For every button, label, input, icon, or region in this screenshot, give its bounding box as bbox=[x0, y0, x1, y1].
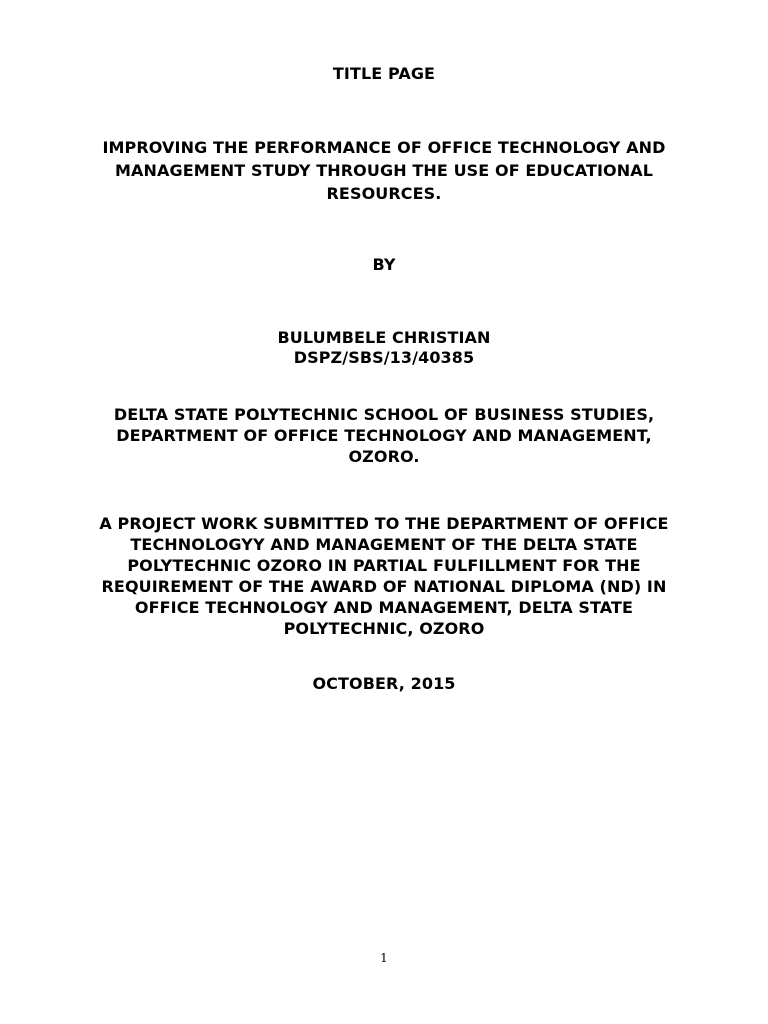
project-title-line: IMPROVING THE PERFORMANCE OF OFFICE TECHNOLOGY AND bbox=[102, 138, 666, 157]
registration-number: DSPZ/SBS/13/40385 bbox=[293, 348, 475, 367]
institution-line: DEPARTMENT OF OFFICE TECHNOLOGY AND MANAGEMENT, bbox=[116, 426, 652, 445]
submission-date-text: OCTOBER, 2015 bbox=[312, 674, 456, 693]
institution-block bbox=[60, 404, 708, 467]
submission-line: A PROJECT WORK SUBMITTED TO THE DEPARTMENT OF OFFICE bbox=[99, 514, 669, 533]
submission-statement bbox=[60, 513, 708, 639]
by-label bbox=[60, 255, 708, 275]
submission-date bbox=[60, 674, 708, 694]
submission-line: REQUIREMENT OF THE AWARD OF NATIONAL DIPLOMA (ND) IN bbox=[101, 577, 667, 596]
author-block bbox=[60, 328, 708, 368]
page-number: 1 bbox=[380, 951, 388, 965]
page-heading bbox=[60, 64, 708, 84]
submission-line: OFFICE TECHNOLOGY AND MANAGEMENT, DELTA STATE bbox=[134, 598, 634, 617]
submission-line: POLYTECHNIC, OZORO bbox=[283, 619, 485, 638]
project-title-line: RESOURCES. bbox=[326, 184, 442, 203]
project-title-line: MANAGEMENT STUDY THROUGH THE USE OF EDUCATIONAL bbox=[114, 161, 654, 180]
by-label-text: BY bbox=[372, 255, 396, 274]
author-name: BULUMBELE CHRISTIAN bbox=[277, 328, 491, 347]
submission-line: POLYTECHNIC OZORO IN PARTIAL FULFILLMENT FOR THE bbox=[127, 556, 641, 575]
submission-line: TECHNOLOGYY AND MANAGEMENT OF THE DELTA STATE bbox=[130, 535, 638, 554]
institution-line: OZORO. bbox=[348, 447, 420, 466]
page-heading-text: TITLE PAGE bbox=[332, 64, 436, 83]
institution-line: DELTA STATE POLYTECHNIC SCHOOL OF BUSINESS STUDIES, bbox=[113, 405, 655, 424]
project-title bbox=[60, 136, 708, 205]
